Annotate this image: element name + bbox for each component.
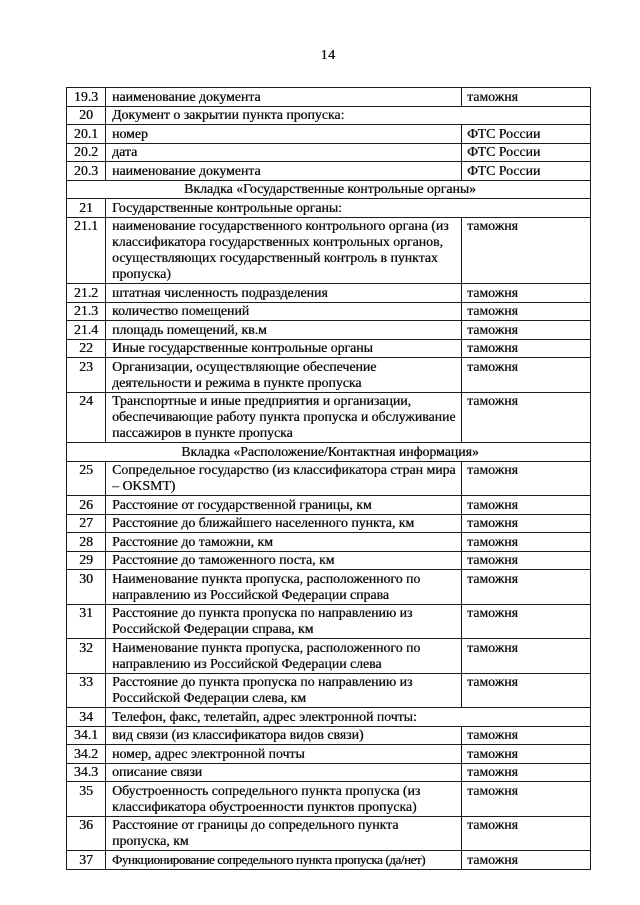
table-row [67, 302, 591, 321]
row-value-cell: ФТС России [462, 162, 591, 181]
row-number-cell: 21.2 [67, 284, 106, 303]
table-row [67, 673, 591, 708]
table-row [67, 708, 591, 727]
table-row [67, 284, 591, 303]
row-text-cell: описание связи [106, 763, 462, 782]
row-number-cell: 32 [67, 639, 106, 674]
table-row [67, 533, 591, 552]
row-value-cell: таможня [462, 673, 591, 708]
row-text-cell: Телефон, факс, телетайп, адрес электронной почты: [106, 708, 591, 727]
row-number-cell: 20 [67, 106, 106, 125]
row-number-cell: 35 [67, 782, 106, 817]
row-number-cell: 19.3 [67, 88, 106, 107]
row-text-cell: номер [106, 125, 462, 144]
row-text-cell: Расстояние до таможенного поста, км [106, 551, 462, 570]
table-row [67, 639, 591, 674]
row-value-cell: таможня [462, 284, 591, 303]
row-number-cell: 30 [67, 570, 106, 605]
row-text-cell: Наименование пункта пропуска, расположенного по направлению из Российской Федерации справа [106, 570, 462, 605]
table-row [67, 570, 591, 605]
row-value-cell: таможня [462, 533, 591, 552]
section-header-row [67, 180, 591, 199]
row-text-cell: Обустроенность сопредельного пункта пропуска (из классификатора обустроенности пунктов пропуска) [106, 782, 462, 817]
table-row [67, 358, 591, 393]
row-value-cell: таможня [462, 217, 591, 284]
row-value-cell: таможня [462, 604, 591, 639]
row-number-cell: 27 [67, 514, 106, 533]
section-header: Вкладка «Расположение/Контактная информация» [67, 443, 591, 462]
row-value-cell: таможня [462, 461, 591, 496]
row-text-cell: Организации, осуществляющие обеспечение деятельности и режима в пункте пропуска [106, 358, 462, 393]
row-text-cell: Расстояние до ближайшего населенного пункта, км [106, 514, 462, 533]
row-text-cell: Расстояние до пункта пропуска по направлению из Российской Федерации слева, км [106, 673, 462, 708]
row-text-cell: наименование документа [106, 162, 462, 181]
table-row [67, 763, 591, 782]
row-number-cell: 24 [67, 392, 106, 443]
row-value-cell: таможня [462, 745, 591, 764]
row-value-cell: таможня [462, 816, 591, 851]
table-row [67, 199, 591, 218]
row-text-cell: количество помещений [106, 302, 462, 321]
table-row [67, 461, 591, 496]
table-row [67, 217, 591, 284]
table-row [67, 514, 591, 533]
row-text-cell: Расстояние от границы до сопредельного пункта пропуска, км [106, 816, 462, 851]
table-row [67, 551, 591, 570]
table-row [67, 816, 591, 851]
row-value-cell: таможня [462, 570, 591, 605]
table-row [67, 162, 591, 181]
row-value-cell: таможня [462, 851, 591, 870]
row-text-cell: Функционирование сопредельного пункта пропуска (да/нет) [106, 851, 462, 870]
row-value-cell: таможня [462, 496, 591, 515]
row-text-cell: наименование документа [106, 88, 462, 107]
page-number: 14 [320, 48, 336, 63]
row-value-cell: таможня [462, 358, 591, 393]
table-row [67, 392, 591, 443]
section-header-row [67, 443, 591, 462]
row-text-cell: вид связи (из классификатора видов связи) [106, 726, 462, 745]
row-number-cell: 26 [67, 496, 106, 515]
row-text-cell: площадь помещений, кв.м [106, 321, 462, 340]
row-value-cell: таможня [462, 302, 591, 321]
table-row [67, 604, 591, 639]
table-row [67, 88, 591, 107]
row-text-cell: Расстояние до пункта пропуска по направлению из Российской Федерации справа, км [106, 604, 462, 639]
row-value-cell: таможня [462, 321, 591, 340]
row-number-cell: 21 [67, 199, 106, 218]
row-value-cell: таможня [462, 514, 591, 533]
row-number-cell: 21.3 [67, 302, 106, 321]
row-number-cell: 20.2 [67, 143, 106, 162]
row-number-cell: 20.3 [67, 162, 106, 181]
row-text-cell: Иные государственные контрольные органы [106, 339, 462, 358]
row-value-cell: таможня [462, 639, 591, 674]
row-number-cell: 31 [67, 604, 106, 639]
row-text-cell: Наименование пункта пропуска, расположенного по направлению из Российской Федерации слева [106, 639, 462, 674]
row-number-cell: 36 [67, 816, 106, 851]
row-text-cell: Расстояние от государственной границы, км [106, 496, 462, 515]
row-text-cell: Транспортные и иные предприятия и организации, обеспечивающие работу пункта пропуска и обслуживание пассажиров в пункте пропуска [106, 392, 462, 443]
row-number-cell: 21.1 [67, 217, 106, 284]
row-number-cell: 20.1 [67, 125, 106, 144]
table-row [67, 106, 591, 125]
row-value-cell: таможня [462, 763, 591, 782]
row-text-cell: дата [106, 143, 462, 162]
row-number-cell: 33 [67, 673, 106, 708]
row-number-cell: 37 [67, 851, 106, 870]
row-number-cell: 25 [67, 461, 106, 496]
row-text-cell: Государственные контрольные органы: [106, 199, 591, 218]
row-number-cell: 29 [67, 551, 106, 570]
table-row [67, 851, 591, 870]
row-number-cell: 34 [67, 708, 106, 727]
table-row [67, 726, 591, 745]
table-body [67, 88, 591, 870]
row-text-cell: штатная численность подразделения [106, 284, 462, 303]
pass-point-attributes-table [66, 87, 591, 870]
row-value-cell: таможня [462, 88, 591, 107]
table-row [67, 745, 591, 764]
row-number-cell: 34.3 [67, 763, 106, 782]
row-value-cell: ФТС России [462, 125, 591, 144]
row-value-cell: таможня [462, 726, 591, 745]
row-number-cell: 22 [67, 339, 106, 358]
row-number-cell: 34.2 [67, 745, 106, 764]
row-text-cell: номер, адрес электронной почты [106, 745, 462, 764]
row-value-cell: ФТС России [462, 143, 591, 162]
row-text-cell: наименование государственного контрольного органа (из классификатора государственных контрольных органов, осуществляющих государственный контроль в пунктах пропуска) [106, 217, 462, 284]
row-number-cell: 34.1 [67, 726, 106, 745]
row-value-cell: таможня [462, 392, 591, 443]
row-value-cell: таможня [462, 782, 591, 817]
row-text-cell: Документ о закрытии пункта пропуска: [106, 106, 591, 125]
table-row [67, 125, 591, 144]
row-number-cell: 23 [67, 358, 106, 393]
row-number-cell: 28 [67, 533, 106, 552]
table-row [67, 782, 591, 817]
row-text-cell: Расстояние до таможни, км [106, 533, 462, 552]
row-value-cell: таможня [462, 339, 591, 358]
row-number-cell: 21.4 [67, 321, 106, 340]
row-text-cell: Сопредельное государство (из классификатора стран мира – OKSMT) [106, 461, 462, 496]
section-header: Вкладка «Государственные контрольные органы» [67, 180, 591, 199]
row-value-cell: таможня [462, 551, 591, 570]
table-row [67, 496, 591, 515]
table-row [67, 143, 591, 162]
table-row [67, 321, 591, 340]
table-row [67, 339, 591, 358]
